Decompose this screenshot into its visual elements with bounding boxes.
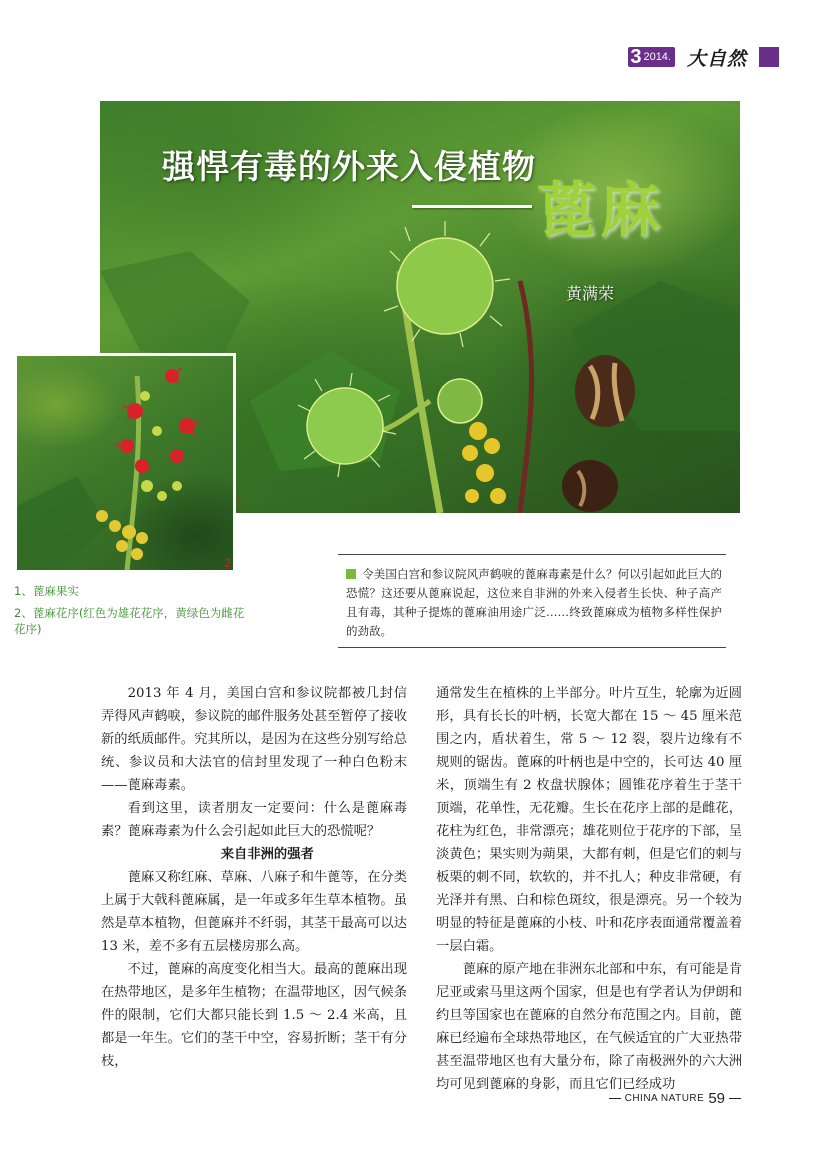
header-accent-square: [759, 47, 779, 67]
castor-flower-illustration: [17, 356, 233, 570]
article-subtitle: 蓖麻: [536, 176, 664, 246]
caption-2: 2、蓖麻花序(红色为雄花花序，黄绿色为雌花花序): [14, 606, 245, 636]
inset-photo: [14, 353, 236, 573]
body-column-right: [436, 682, 742, 1096]
footer-dash: [609, 1098, 621, 1099]
title-dash: [412, 205, 532, 208]
issue-badge: [628, 47, 675, 67]
body-column-left: [101, 682, 407, 1073]
summary-text: 令美国白宫和参议院风声鹤唳的蓖麻毒素是什么？何以引起如此巨大的恐慌？这还要从蓖麻说起，这位来自非洲的外来入侵者生长快、种子高产且有毒，其种子提炼的蓖麻油用途广泛……终致蓖麻成为植物多样性保护的劲敌。: [346, 567, 722, 638]
page-header: [628, 44, 779, 70]
issue-number: 3: [630, 46, 642, 68]
article-summary: [338, 554, 726, 648]
paragraph: 2013 年 4 月，美国白宫和参议院都被几封信弄得风声鹤唳，参议院的邮件服务处甚至暂停了接收新的纸质邮件。究其所以，是因为在这些分别写给总统、参议员和大法官的信封里发现了一种白色粉末——蓖麻毒素。: [101, 686, 407, 793]
page-footer: [605, 1090, 745, 1107]
caption-1: 1、蓖麻果实: [14, 584, 79, 598]
magazine-logo: 大自然: [686, 47, 747, 70]
section-heading: 来自非洲的强者: [220, 847, 314, 862]
paragraph: 看到这里，读者朋友一定要问：什么是蓖麻毒素？蓖麻毒素为什么会引起如此巨大的恐慌呢？: [101, 801, 407, 839]
footer-dash: [729, 1098, 741, 1099]
photo-number-1: 1: [236, 497, 243, 511]
article-title: 强悍有毒的外来入侵植物: [162, 147, 536, 186]
paragraph: 通常发生在植株的上半部分。叶片互生，轮廓为近圆形，具有长长的叶柄，长宽大都在 15 ～ 45 厘米范围之内，盾状着生，常 5 ～ 12 裂，裂片边缘有不规则的锯齿。蓖麻的叶柄也是中空的，长可达 40 厘米，顶端生有 2 枚盘状腺体；圆锥花序着生于茎干顶端，花单性，无花瓣。生长在花序上部的是雌花，花柱为红色，非常漂亮；雄花则位于花序的下部，呈淡黄色；果实则为蒴果，大都有刺，但是它们的刺与板栗的刺不同，软软的，并不扎人；种皮非常硬，有光泽并有黑、白和棕色斑纹，很是漂亮。另一个较为明显的特征是蓖麻的小枝、叶和花序表面通常覆盖着一层白霜。: [436, 686, 742, 954]
issue-year: 2014.: [643, 51, 671, 63]
photo-captions: [14, 583, 254, 643]
footer-magazine-name: CHINA NATURE: [624, 1093, 705, 1104]
paragraph: 不过，蓖麻的高度变化相当大。最高的蓖麻出现在热带地区，是多年生植物；在温带地区，因气候条件的限制，它们大都只能长到 1.5 ～ 2.4 米高，且都是一年生。它们的茎干中空，容易折断；茎干有分枝，: [101, 962, 407, 1069]
paragraph: 蓖麻的原产地在非洲东北部和中东，有可能是肯尼亚或索马里这两个国家，但是也有学者认为伊朗和约旦等国家也在蓖麻的自然分布范围之内。目前，蓖麻已经遍布全球热带地区，在气候适宜的广大亚热带甚至温带地区也有大量分布，除了南极洲外的六大洲均可见到蓖麻的身影，而且它们已经成功: [436, 962, 742, 1092]
article-author: 黄满荣: [566, 284, 615, 303]
page-number: 59: [708, 1090, 725, 1107]
paragraph: 蓖麻又称红麻、草麻、八麻子和牛蓖等，在分类上属于大戟科蓖麻属，是一年或多年生草本植物。虽然是草本植物，但蓖麻并不纤弱，其茎干最高可以达 13 米，差不多有五层楼房那么高。: [101, 870, 407, 954]
photo-number-2: 2: [224, 556, 231, 570]
summary-bullet: [346, 569, 356, 579]
